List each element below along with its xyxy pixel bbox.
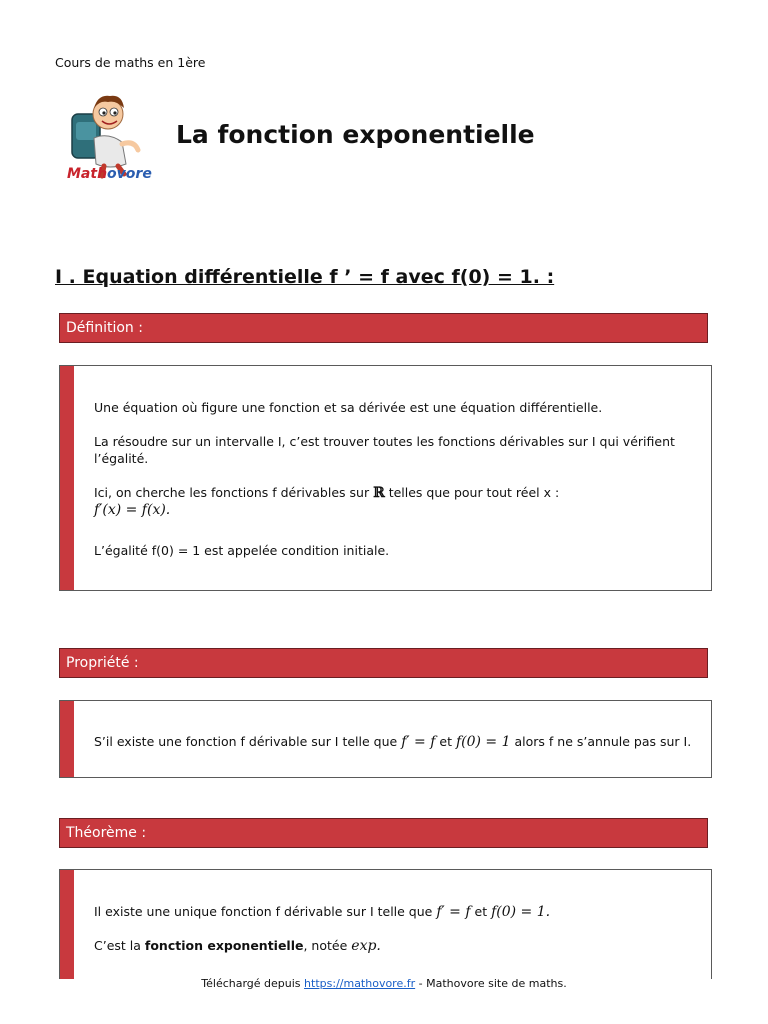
- property-math-initial: f(0) = 1: [455, 734, 511, 750]
- footer-suffix: - Mathovore site de maths.: [418, 977, 567, 990]
- definition-paragraph-4: L’égalité f(0) = 1 est appelée condition initiale.: [94, 543, 390, 558]
- real-numbers-symbol: ℝ: [373, 485, 385, 501]
- theorem-line-2: C’est la fonction exponentielle, notée exp.: [94, 938, 381, 954]
- theorem-line-1: Il existe une unique fonction f dérivable sur I telle que f′ = f et f(0) = 1.: [94, 904, 551, 920]
- theorem-stripe: [60, 870, 74, 979]
- definition-content: [94, 399, 701, 559]
- property-math-derivative: f′ = f: [401, 734, 436, 750]
- exponential-function-term: fonction exponentielle: [144, 938, 304, 953]
- theorem-banner: [59, 818, 708, 848]
- definition-paragraph-1: Une équation où figure une fonction et sa dérivée est une équation différentielle.: [94, 400, 603, 415]
- theorem-box: [59, 869, 712, 979]
- mathovore-logo: [64, 88, 160, 184]
- definition-stripe: [60, 366, 74, 590]
- page-title: La fonction exponentielle: [176, 120, 535, 149]
- definition-banner: [59, 313, 708, 343]
- definition-paragraph-3: Ici, on cherche les fonctions f dérivables sur ℝ telles que pour tout réel x :: [94, 485, 560, 501]
- property-stripe: [60, 701, 74, 777]
- section-heading: I . Equation différentielle f ’ = f avec f(0) = 1. :: [55, 266, 555, 288]
- theorem-content: [94, 903, 701, 955]
- theorem-math-derivative: f′ = f: [436, 904, 471, 920]
- definition-paragraph-2: La résoudre sur un intervalle I, c’est trouver toutes les fonctions dérivables sur I qui vérifient l’égalité.: [94, 434, 675, 466]
- property-banner: [59, 648, 708, 678]
- definition-label: Définition :: [66, 320, 143, 336]
- footer-prefix: Téléchargé depuis: [201, 977, 301, 990]
- property-content: S’il existe une fonction f dérivable sur I telle que f′ = f et f(0) = 1 alors f ne s’annule pas sur I.: [94, 734, 692, 750]
- theorem-label: Théorème :: [66, 825, 147, 841]
- property-label: Propriété :: [66, 655, 139, 671]
- theorem-math-initial: f(0) = 1.: [491, 904, 551, 920]
- footer-link[interactable]: https://mathovore.fr: [304, 977, 416, 990]
- definition-box: [59, 365, 712, 591]
- property-box: [59, 700, 712, 778]
- svg-text:Mathovore: Mathovore: [67, 166, 152, 182]
- exp-notation: exp.: [351, 938, 381, 954]
- course-label: Cours de maths en 1ère: [55, 55, 206, 70]
- definition-formula: f′(x) = f(x).: [94, 502, 171, 518]
- footer: [0, 977, 768, 990]
